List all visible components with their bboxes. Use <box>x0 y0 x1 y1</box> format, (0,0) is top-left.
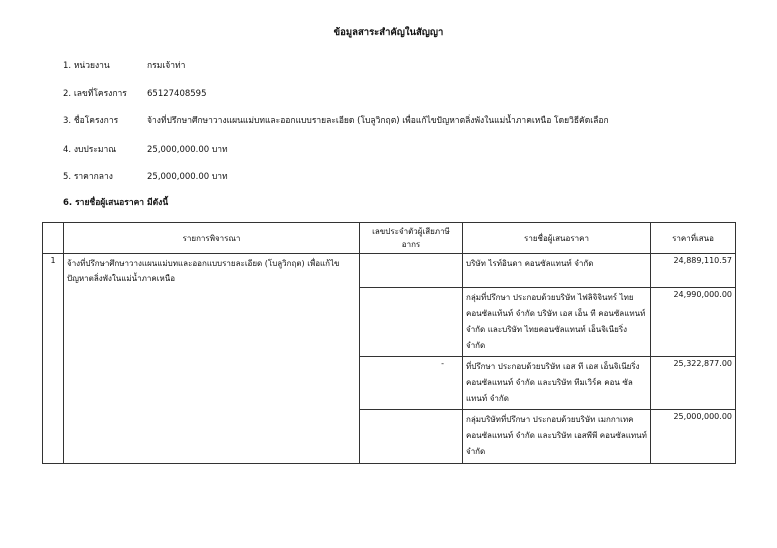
field-label: ราคากลาง <box>73 172 113 182</box>
header-no <box>43 223 64 254</box>
bidder-name: กลุ่มบริษัทที่ปรึกษา ประกอบด้วยบริษัท เมกกาเทค คอนซัลแทนท์ จำกัด และบริษัท เอสพีพี คอนซัลแทนท์ จำกัด <box>463 410 651 464</box>
header-price: ราคาที่เสนอ <box>651 223 736 254</box>
row-number: 1 <box>43 254 64 464</box>
table-row <box>43 254 736 288</box>
field-label: เลขที่โครงการ <box>73 89 127 99</box>
tax-id-cell: - <box>360 357 463 410</box>
field-label: หน่วยงาน <box>73 61 110 71</box>
field-agency: 1. หน่วยงาน กรมเจ้าท่า <box>63 58 185 72</box>
header-item: รายการพิจารณา <box>64 223 360 254</box>
document-title: ข้อมูลสาระสำคัญในสัญญา <box>333 27 444 38</box>
tax-id-cell <box>360 410 463 464</box>
tax-id-cell <box>360 254 463 288</box>
bid-price: 24,990,000.00 <box>651 288 736 357</box>
field-budget: 4. งบประมาณ 25,000,000.00 บาท <box>63 142 228 156</box>
bidders-heading: 6. รายชื่อผู้เสนอราคา มีดังนี้ <box>63 198 169 208</box>
bid-price: 24,889,110.57 <box>651 254 736 288</box>
bidder-name: ที่ปรึกษา ประกอบด้วยบริษัท เอส ที เอส เอ็นจิเนียริ่ง คอนซัลแทนท์ จำกัด และบริษัท ทีมเวิร์ค คอน ซัลแทนท์ จำกัด <box>463 357 651 410</box>
field-median-price: 5. ราคากลาง 25,000,000.00 บาท <box>63 169 228 183</box>
field-label: ชื่อโครงการ <box>73 116 119 126</box>
header-bidder: รายชื่อผู้เสนอราคา <box>463 223 651 254</box>
field-value: 65127408595 <box>147 89 207 99</box>
bids-table <box>42 222 736 464</box>
field-value: กรมเจ้าท่า <box>147 61 186 71</box>
item-description: จ้างที่ปรึกษาศึกษาวางแผนแม่บทและออกแบบรายละเอียด (โบลูวิกฤต) เพื่อแก้ไขปัญหาตลิ่งพังในแม่น้ำภาคเหนือ <box>64 254 360 464</box>
field-project-name: 3. ชื่อโครงการ จ้างที่ปรึกษาศึกษาวางแผนแม่บทและออกแบบรายละเอียด (โบลูวิกฤต) เพื่อแก้ไขปัญหาตลิ่งพังในแม่น้ำภาคเหนือ โดยวิธีคัดเลือก <box>63 113 609 127</box>
table-header-row <box>43 223 736 254</box>
field-value: 25,000,000.00 บาท <box>147 145 228 155</box>
field-value: 25,000,000.00 บาท <box>147 172 228 182</box>
field-project-number: 2. เลขที่โครงการ 65127408595 <box>63 89 207 99</box>
bidder-name: บริษัท ไรท์อินดา คอนซัลแทนท์ จำกัด <box>463 254 651 288</box>
header-tax-id: เลขประจำตัวผู้เสียภาษีอากร <box>360 223 463 254</box>
bid-price: 25,322,877.00 <box>651 357 736 410</box>
bidder-name: กลุ่มที่ปรึกษา ประกอบด้วยบริษัท ไฟลิจิจินทร์ ไทย คอนซัลแท้นท์ จำกัด บริษัท เอส เอ็น ที คอนซัลแทนท์ จำกัด และบริษัท ไทยคอนซัลแทนท์ เอ็นจิเนียริ่ง จำกัด <box>463 288 651 357</box>
tax-id-cell <box>360 288 463 357</box>
field-value: จ้างที่ปรึกษาศึกษาวางแผนแม่บทและออกแบบรายละเอียด (โบลูวิกฤต) เพื่อแก้ไขปัญหาตลิ่งพังในแม่น้ำภาคเหนือ โดยวิธีคัดเลือก <box>147 116 609 126</box>
bid-price: 25,000,000.00 <box>651 410 736 464</box>
field-label: งบประมาณ <box>73 145 117 155</box>
